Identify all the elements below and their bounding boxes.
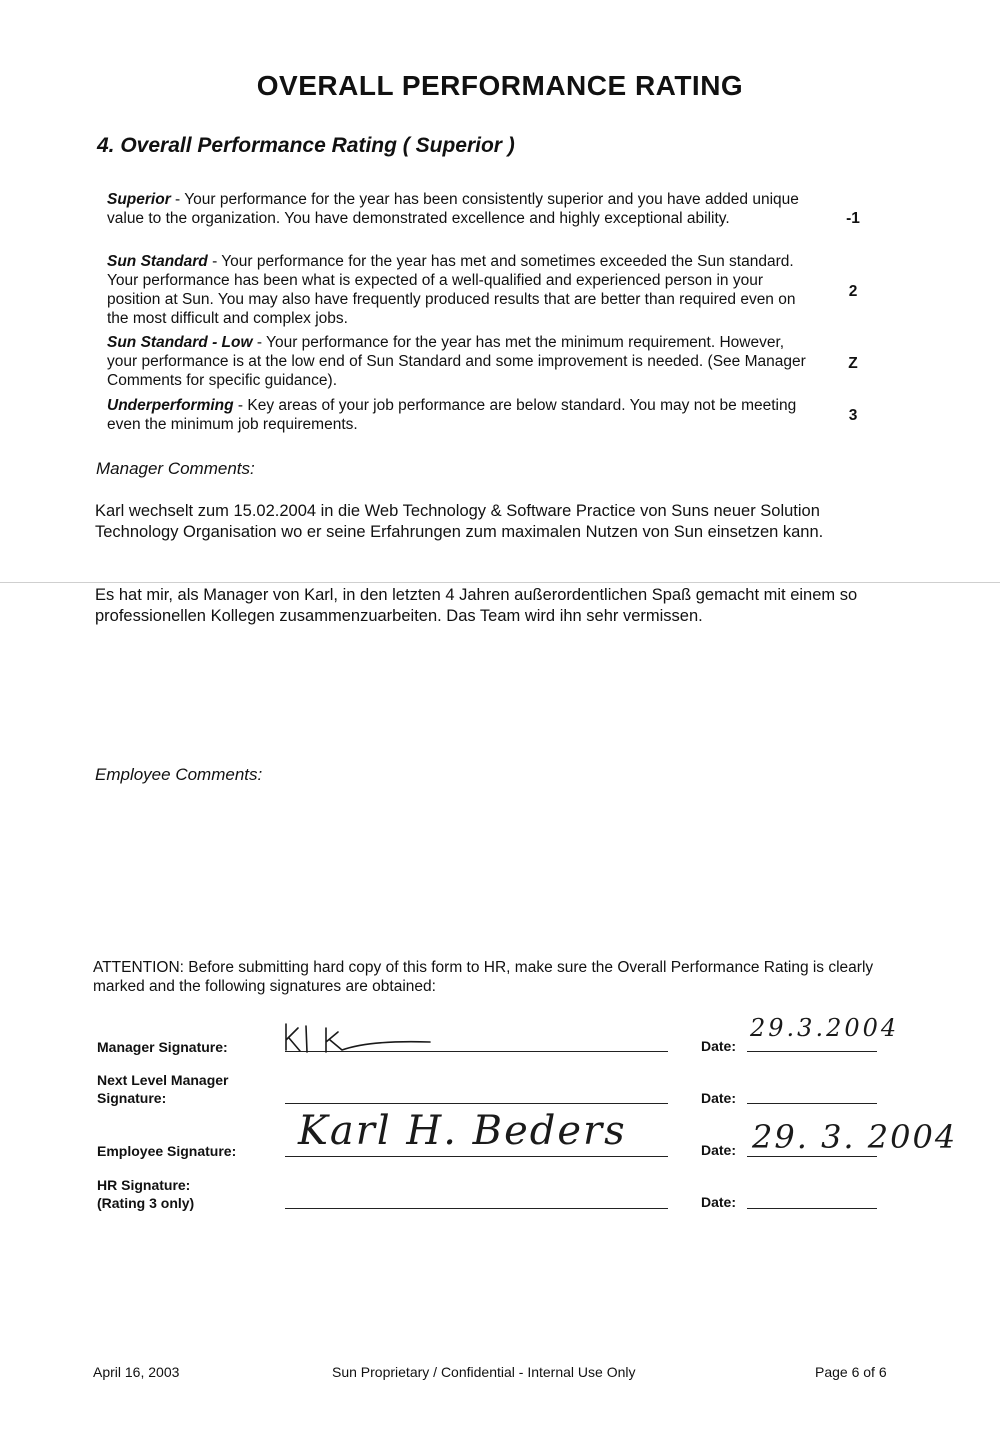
- footer-page-number: Page 6 of 6: [815, 1364, 887, 1380]
- scan-artifact-line: [0, 582, 1000, 583]
- signature-label-text-line2: (Rating 3 only): [97, 1195, 195, 1211]
- rating-name: Sun Standard - Low: [107, 334, 253, 351]
- employee-date-handwriting: 29. 3. 2004: [752, 1118, 958, 1156]
- rating-description: Your performance for the year has been consistently superior and you have added unique value to the organization. You have demonstrated excellence and highly exceptional ability.: [107, 191, 799, 227]
- rating-name: Superior: [107, 191, 171, 208]
- employee-date-label: Date:: [701, 1142, 737, 1158]
- hr-date-line[interactable]: [747, 1208, 877, 1209]
- rating-sun-standard: [107, 252, 817, 328]
- manager-date-label: Date:: [701, 1038, 737, 1054]
- rating-underperforming: [107, 396, 817, 434]
- employee-signature-line[interactable]: [285, 1156, 668, 1157]
- rating-superior: [107, 190, 817, 228]
- signature-label-text: Next Level Manager: [97, 1072, 229, 1088]
- manager-date-line[interactable]: [747, 1051, 877, 1052]
- rating-sun-standard-low: [107, 333, 817, 390]
- signature-label-text: HR Signature:: [97, 1177, 191, 1193]
- employee-comments-label: Employee Comments:: [95, 765, 263, 784]
- manager-comment-paragraph-1: Karl wechselt zum 15.02.2004 in die Web Technology & Software Practice von Suns neuer Solution Technology Organisation wo er seine Erfahrungen zum maximalen Nutzen von Sun einsetzen kann.: [95, 502, 824, 541]
- rating-code-sun-standard-low: Z: [848, 355, 858, 372]
- page-title: OVERALL PERFORMANCE RATING: [256, 70, 744, 101]
- next-level-manager-date-line[interactable]: [747, 1103, 877, 1104]
- rating-separator: -: [207, 253, 222, 270]
- rating-code-sun-standard: 2: [848, 283, 858, 300]
- attention-notice: ATTENTION: Before submitting hard copy of this form to HR, make sure the Overall Performance Rating is clearly marked and the following signatures are obtained:: [93, 959, 874, 995]
- manager-signature-handwriting: [280, 1010, 450, 1060]
- rating-description: Your performance for the year has met and sometimes exceeded the Sun standard. Your performance has been what is expected of a well-qualified and experienced person in your position at Sun. You may also have frequently produced results that are better than required even on the most difficult and complex jobs.: [107, 253, 796, 327]
- next-level-manager-signature-label: [97, 1071, 229, 1107]
- manager-date-handwriting: 29.3.2004: [750, 1014, 900, 1042]
- next-level-manager-date-label: Date:: [701, 1090, 737, 1106]
- section-heading: 4. Overall Performance Rating ( Superior ): [97, 134, 515, 157]
- footer-confidentiality: Sun Proprietary / Confidential - Internal Use Only: [332, 1364, 636, 1380]
- rating-separator: -: [233, 397, 248, 414]
- employee-signature-handwriting: Karl H. Beders: [298, 1108, 627, 1154]
- employee-date-line[interactable]: [747, 1156, 877, 1157]
- rating-separator: -: [252, 334, 267, 351]
- next-level-manager-signature-line[interactable]: [285, 1103, 668, 1104]
- signature-label-text: Manager Signature:: [97, 1039, 228, 1055]
- rating-description: Key areas of your job performance are below standard. You may not be meeting even the minimum job requirements.: [107, 397, 797, 433]
- rating-name: Sun Standard: [107, 253, 208, 270]
- rating-code-underperforming: 3: [848, 407, 858, 424]
- signature-label-text-line2: Signature:: [97, 1090, 167, 1106]
- rating-code-superior: -1: [846, 210, 860, 227]
- hr-signature-line[interactable]: [285, 1208, 668, 1209]
- manager-comment-paragraph-2: Es hat mir, als Manager von Karl, in den letzten 4 Jahren außerordentlichen Spaß gemacht mit einem so professionellen Kollegen zusammenzuarbeiten. Das Team wird ihn sehr vermissen.: [95, 586, 858, 625]
- manager-comments-label: Manager Comments:: [96, 459, 255, 478]
- rating-separator: -: [170, 191, 185, 208]
- employee-signature-label: [97, 1142, 236, 1160]
- manager-signature-label: [97, 1038, 228, 1056]
- signature-label-text: Employee Signature:: [97, 1143, 237, 1159]
- hr-date-label: Date:: [701, 1194, 737, 1210]
- footer-date: April 16, 2003: [93, 1364, 180, 1380]
- rating-description: Your performance for the year has met the minimum requirement. However, your performance is at the low end of Sun Standard and some improvement is needed. (See Manager Comments for specific guidance).: [107, 334, 806, 389]
- rating-name: Underperforming: [107, 397, 234, 414]
- hr-signature-label: [97, 1176, 194, 1212]
